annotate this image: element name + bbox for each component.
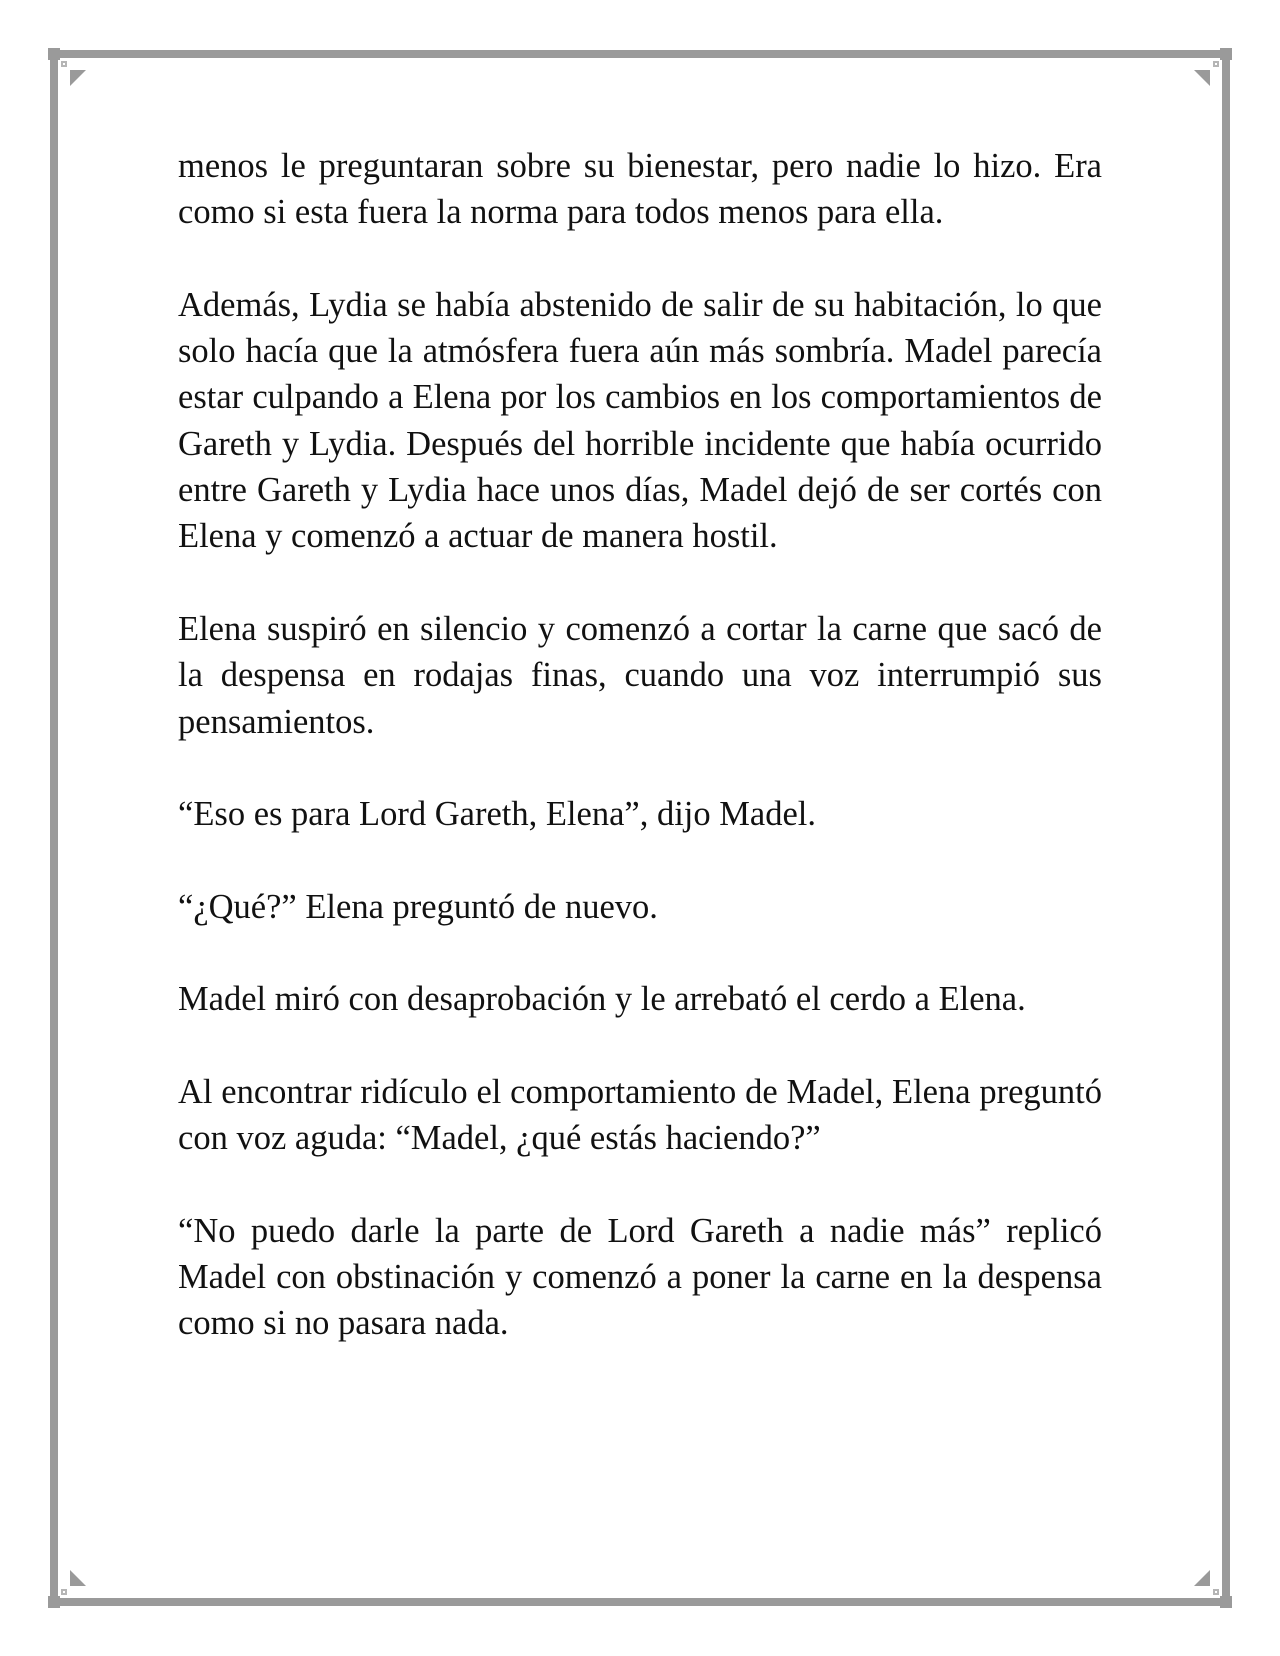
paragraph: Al encontrar ridículo el comportamiento de Madel, Elena preguntó con voz aguda: “Madel, ¿qué estás haciendo?” xyxy=(178,1072,1102,1158)
page-body-text xyxy=(178,143,1102,1393)
paragraph: “No puedo darle la parte de Lord Gareth a nadie más” replicó Madel con obstinación y comenzó a poner la carne en la despensa como si no pasara nada. xyxy=(178,1211,1102,1343)
paragraph: “¿Qué?” Elena preguntó de nuevo. xyxy=(178,887,658,926)
paragraph: “Eso es para Lord Gareth, Elena”, dijo Madel. xyxy=(178,795,816,834)
paragraph: menos le preguntaran sobre su bienestar, pero nadie lo hizo. Era como si esta fuera la norma para todos menos para ella. xyxy=(178,147,1102,232)
paragraph: Además, Lydia se había abstenido de salir de su habitación, lo que solo hacía que la atmósfera fuera aún más sombría. Madel parecía estar culpando a Elena por los cambios en los comportamientos de Gareth y Lydia. Después del horrible incidente que había ocurrido entre Gareth y Lydia hace unos días, Madel dejó de ser cortés con Elena y comenzó a actuar de manera hostil. xyxy=(178,285,1102,556)
paragraph: Elena suspiró en silencio y comenzó a cortar la carne que sacó de la despensa en rodajas finas, cuando una voz interrumpió sus pensamientos. xyxy=(178,609,1102,741)
paragraph: Madel miró con desaprobación y le arrebató el cerdo a Elena. xyxy=(178,980,1026,1019)
